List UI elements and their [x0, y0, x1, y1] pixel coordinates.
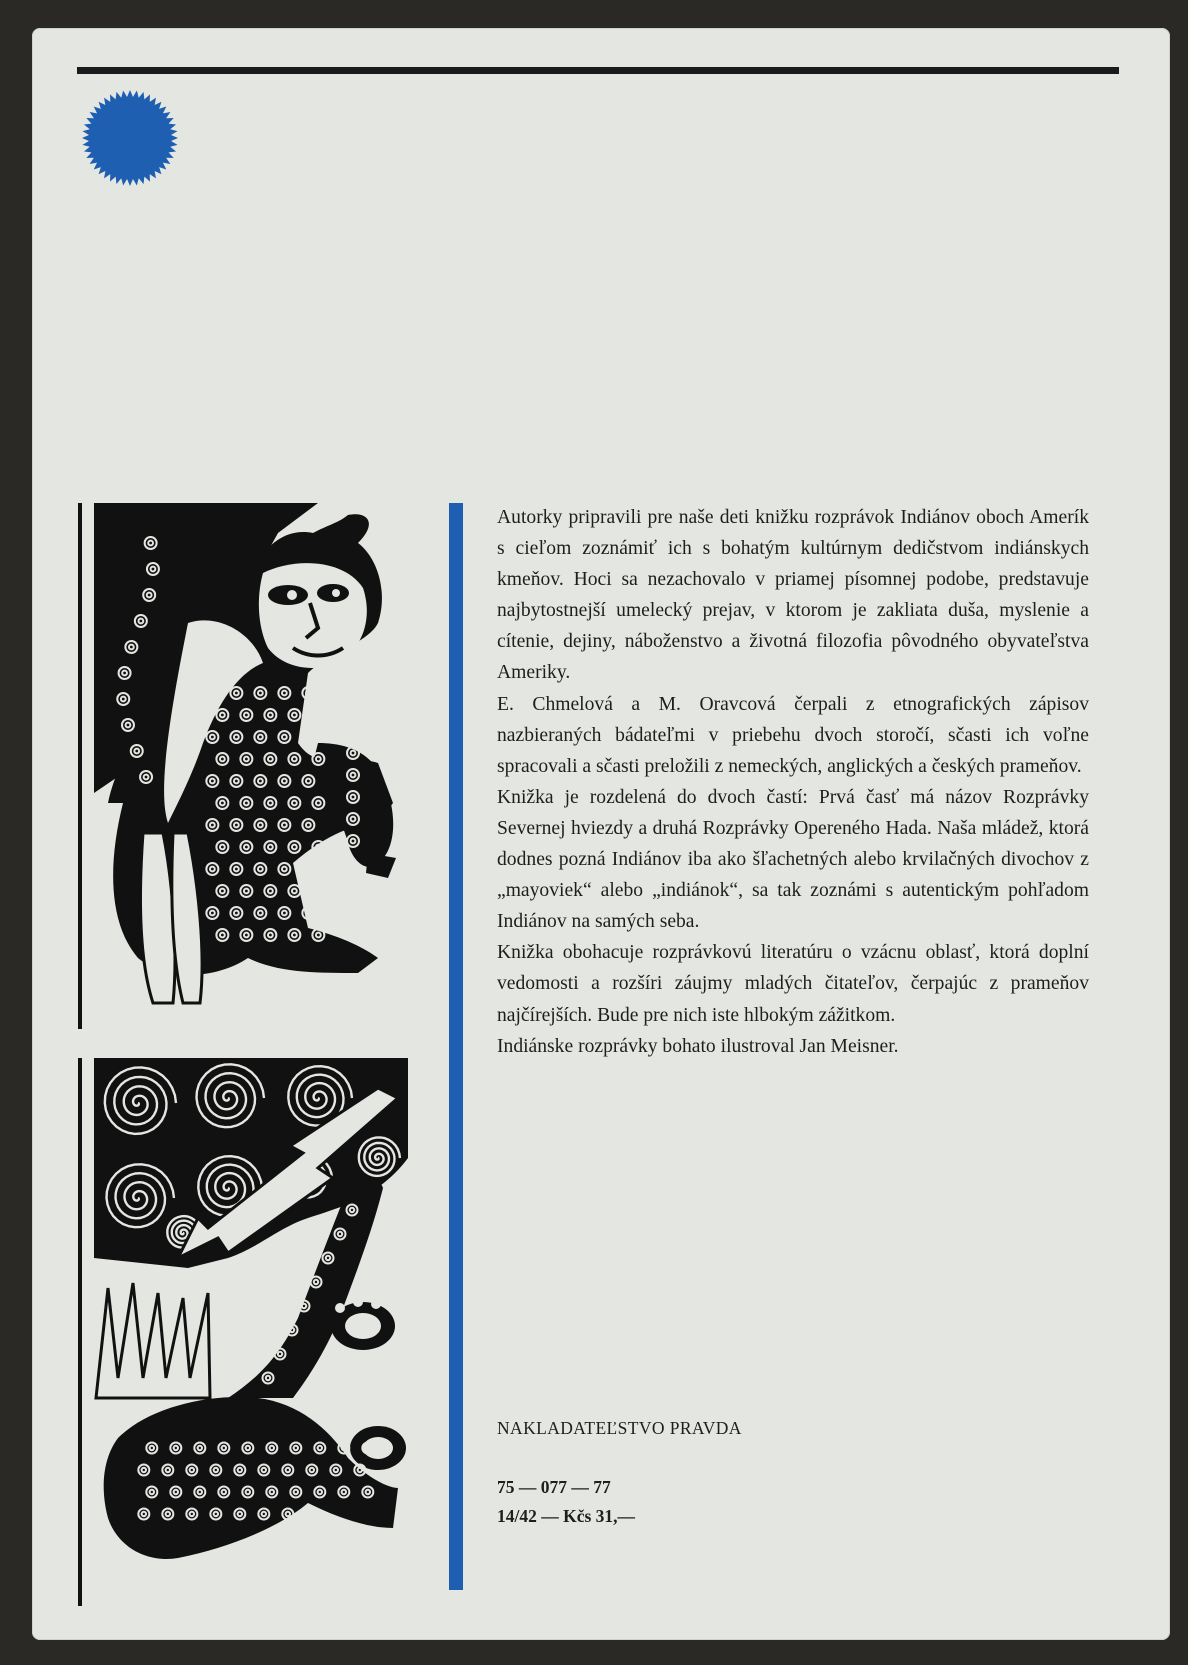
description-paragraph: Knižka obohacuje rozprávkovú literatúru o vzácnu oblasť, ktorá doplní vedomosti a rozšíri záujmy mladých čitateľov, čerpajúc z prameňov najčírejších. Bude pre nich iste hlbokým zážitkom. — [497, 942, 1089, 1026]
catalog-codes — [497, 1473, 635, 1531]
blue-vertical-bar — [449, 503, 463, 1590]
spotted-jaguar-woodcut-icon — [78, 503, 408, 1029]
spirals-lightning-jaguar-woodcut-icon — [78, 1058, 408, 1606]
description-paragraph: Knižka je rozdelená do dvoch častí: Prvá časť má názov Rozprávky Severnej hviezdy a druhá Rozprávky Opereného Hada. Naša mládež, ktorá dodnes pozná Indiánov iba ako šľachetných alebo krvilačných divochov z „mayoviek“ alebo „indiánok“, sa tak zoznámi s autentickým pohľadom Indiánov na samých seba. — [497, 786, 1089, 933]
catalog-number: 75 — 077 — 77 — [497, 1477, 611, 1497]
publisher-name: NAKLADATEĽSTVO PRAVDA — [497, 1418, 742, 1438]
description-paragraph: Autorky pripravili pre naše deti knižku rozprávok Indiánov oboch Amerík s cieľom zoznámiť ich s bohatým kultúrnym dedičstvom indiánskych kmeňov. Hoci sa nezachovalo v priamej písomnej podobe, predstavuje najbytostnejší umelecký prejav, v ktorom je zakliata duša, myslenie a cítenie, dejiny, náboženstvo a životná filozofia pôvodného obyvateľstva Ameriky. — [497, 507, 1089, 684]
price-line: 14/42 — Kčs 31,— — [497, 1506, 636, 1526]
book-description — [497, 502, 1089, 1062]
description-paragraph: Indiánske rozprávky bohato ilustroval Jan Meisner. — [497, 1035, 899, 1057]
blue-starburst-seal-icon — [81, 89, 179, 187]
top-rule-divider — [77, 67, 1119, 74]
description-paragraph: E. Chmelová a M. Oravcová čerpali z etnografických zápisov nazbieraných bádateľmi v priebehu dvoch storočí, sčasti ich voľne spracovali a sčasti preložili z nemeckých, anglických a českých prameňov. — [497, 693, 1089, 777]
